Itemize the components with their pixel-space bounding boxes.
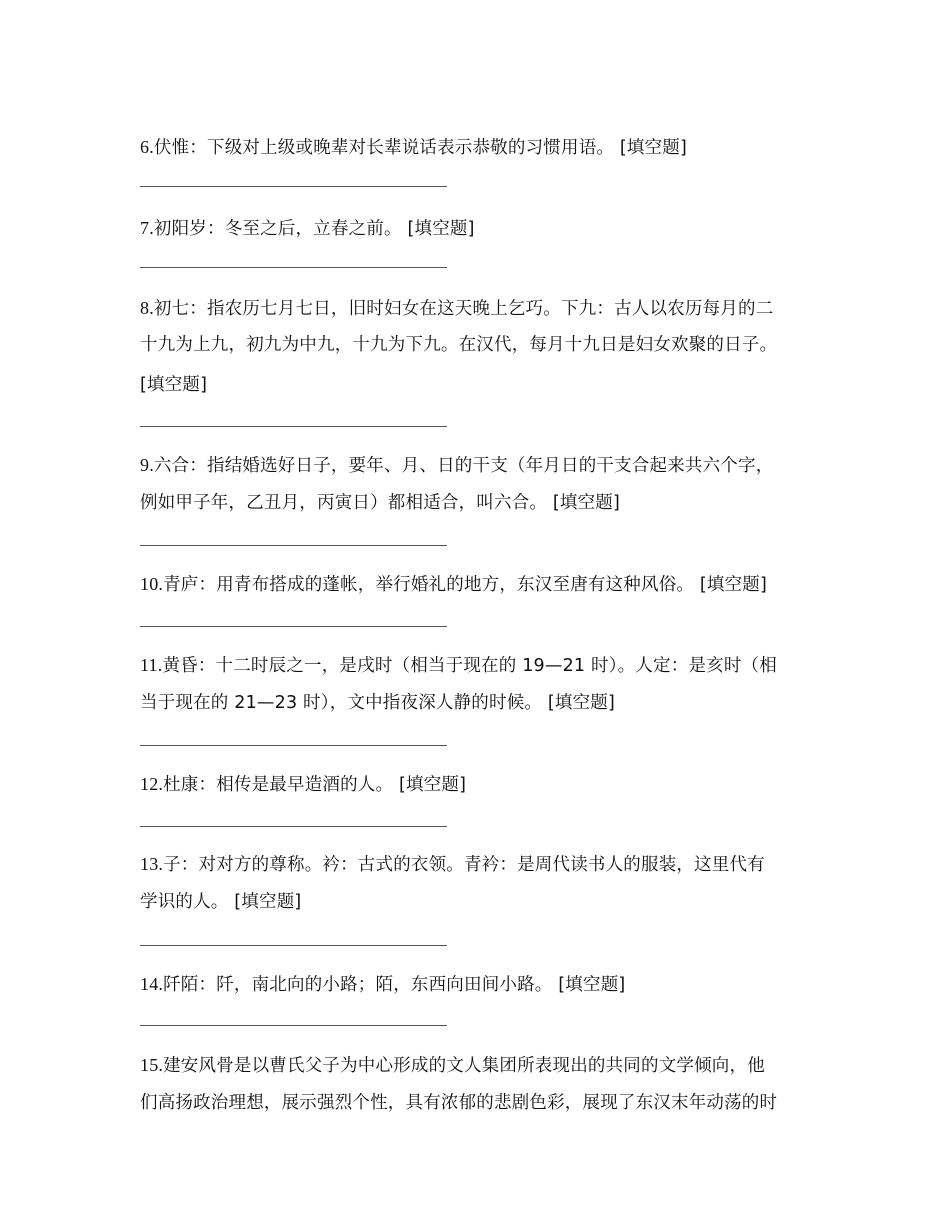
- answer-blank-13[interactable]: [140, 945, 447, 946]
- answer-blank-9[interactable]: [140, 545, 447, 546]
- question-9-line-1: 9.六合：指结婚选好日子，要年、月、日的干支（年月日的干支合起来共六个字，: [140, 455, 774, 476]
- question-13-line-2: 学识的人。 [填空题]: [140, 892, 302, 912]
- question-10-line-1: 10.青庐：用青布搭成的蓬帐，举行婚礼的地方，东汉至唐有这种风俗。 [填空题]: [140, 574, 768, 595]
- question-15-line-2: 们高扬政治理想，展示强烈个性，具有浓郁的悲剧色彩，展现了东汉末年动荡的时: [140, 1093, 778, 1113]
- answer-blank-8[interactable]: [140, 426, 447, 427]
- question-8-line-1: 8.初七：指农历七月七日，旧时妇女在这天晚上乞巧。下九：古人以农历每月的二: [140, 298, 774, 319]
- question-12-line-1: 12.杜康：相传是最早造酒的人。 [填空题]: [140, 774, 467, 795]
- answer-blank-11[interactable]: [140, 745, 447, 746]
- answer-blank-12[interactable]: [140, 826, 447, 827]
- question-8-line-2: 十九为上九，初九为中九，十九为下九。在汉代，每月十九日是妇女欢聚的日子。: [140, 335, 778, 355]
- answer-blank-6[interactable]: [140, 186, 447, 187]
- question-15-line-1: 15.建安风骨是以曹氏父子为中心形成的文人集团所表现出的共同的文学倾向，他: [140, 1055, 765, 1076]
- question-7-line-1: 7.初阳岁：冬至之后，立春之前。 [填空题]: [140, 218, 475, 239]
- question-11-line-1: 11.黄昏：十二时辰之一，是戌时（相当于现在的 19—21 时）。人定：是亥时（相: [140, 655, 777, 676]
- question-9-line-2: 例如甲子年，乙丑月，丙寅日）都相适合，叫六合。 [填空题]: [140, 493, 621, 513]
- question-6-line-1: 6.伏惟：下级对上级或晚辈对长辈说话表示恭敬的习惯用语。 [填空题]: [140, 137, 688, 158]
- question-13-line-1: 13.子：对对方的尊称。衿：古式的衣领。青衿：是周代读书人的服装，这里代有: [140, 854, 765, 875]
- question-14-line-1: 14.阡陌：阡，南北向的小路；陌，东西向田间小路。 [填空题]: [140, 974, 626, 995]
- answer-blank-7[interactable]: [140, 267, 447, 268]
- question-8-line-3: [填空题]: [140, 375, 208, 395]
- question-11-line-2: 当于现在的 21—23 时），文中指夜深人静的时候。 [填空题]: [140, 693, 616, 713]
- answer-blank-14[interactable]: [140, 1025, 447, 1026]
- answer-blank-10[interactable]: [140, 626, 447, 627]
